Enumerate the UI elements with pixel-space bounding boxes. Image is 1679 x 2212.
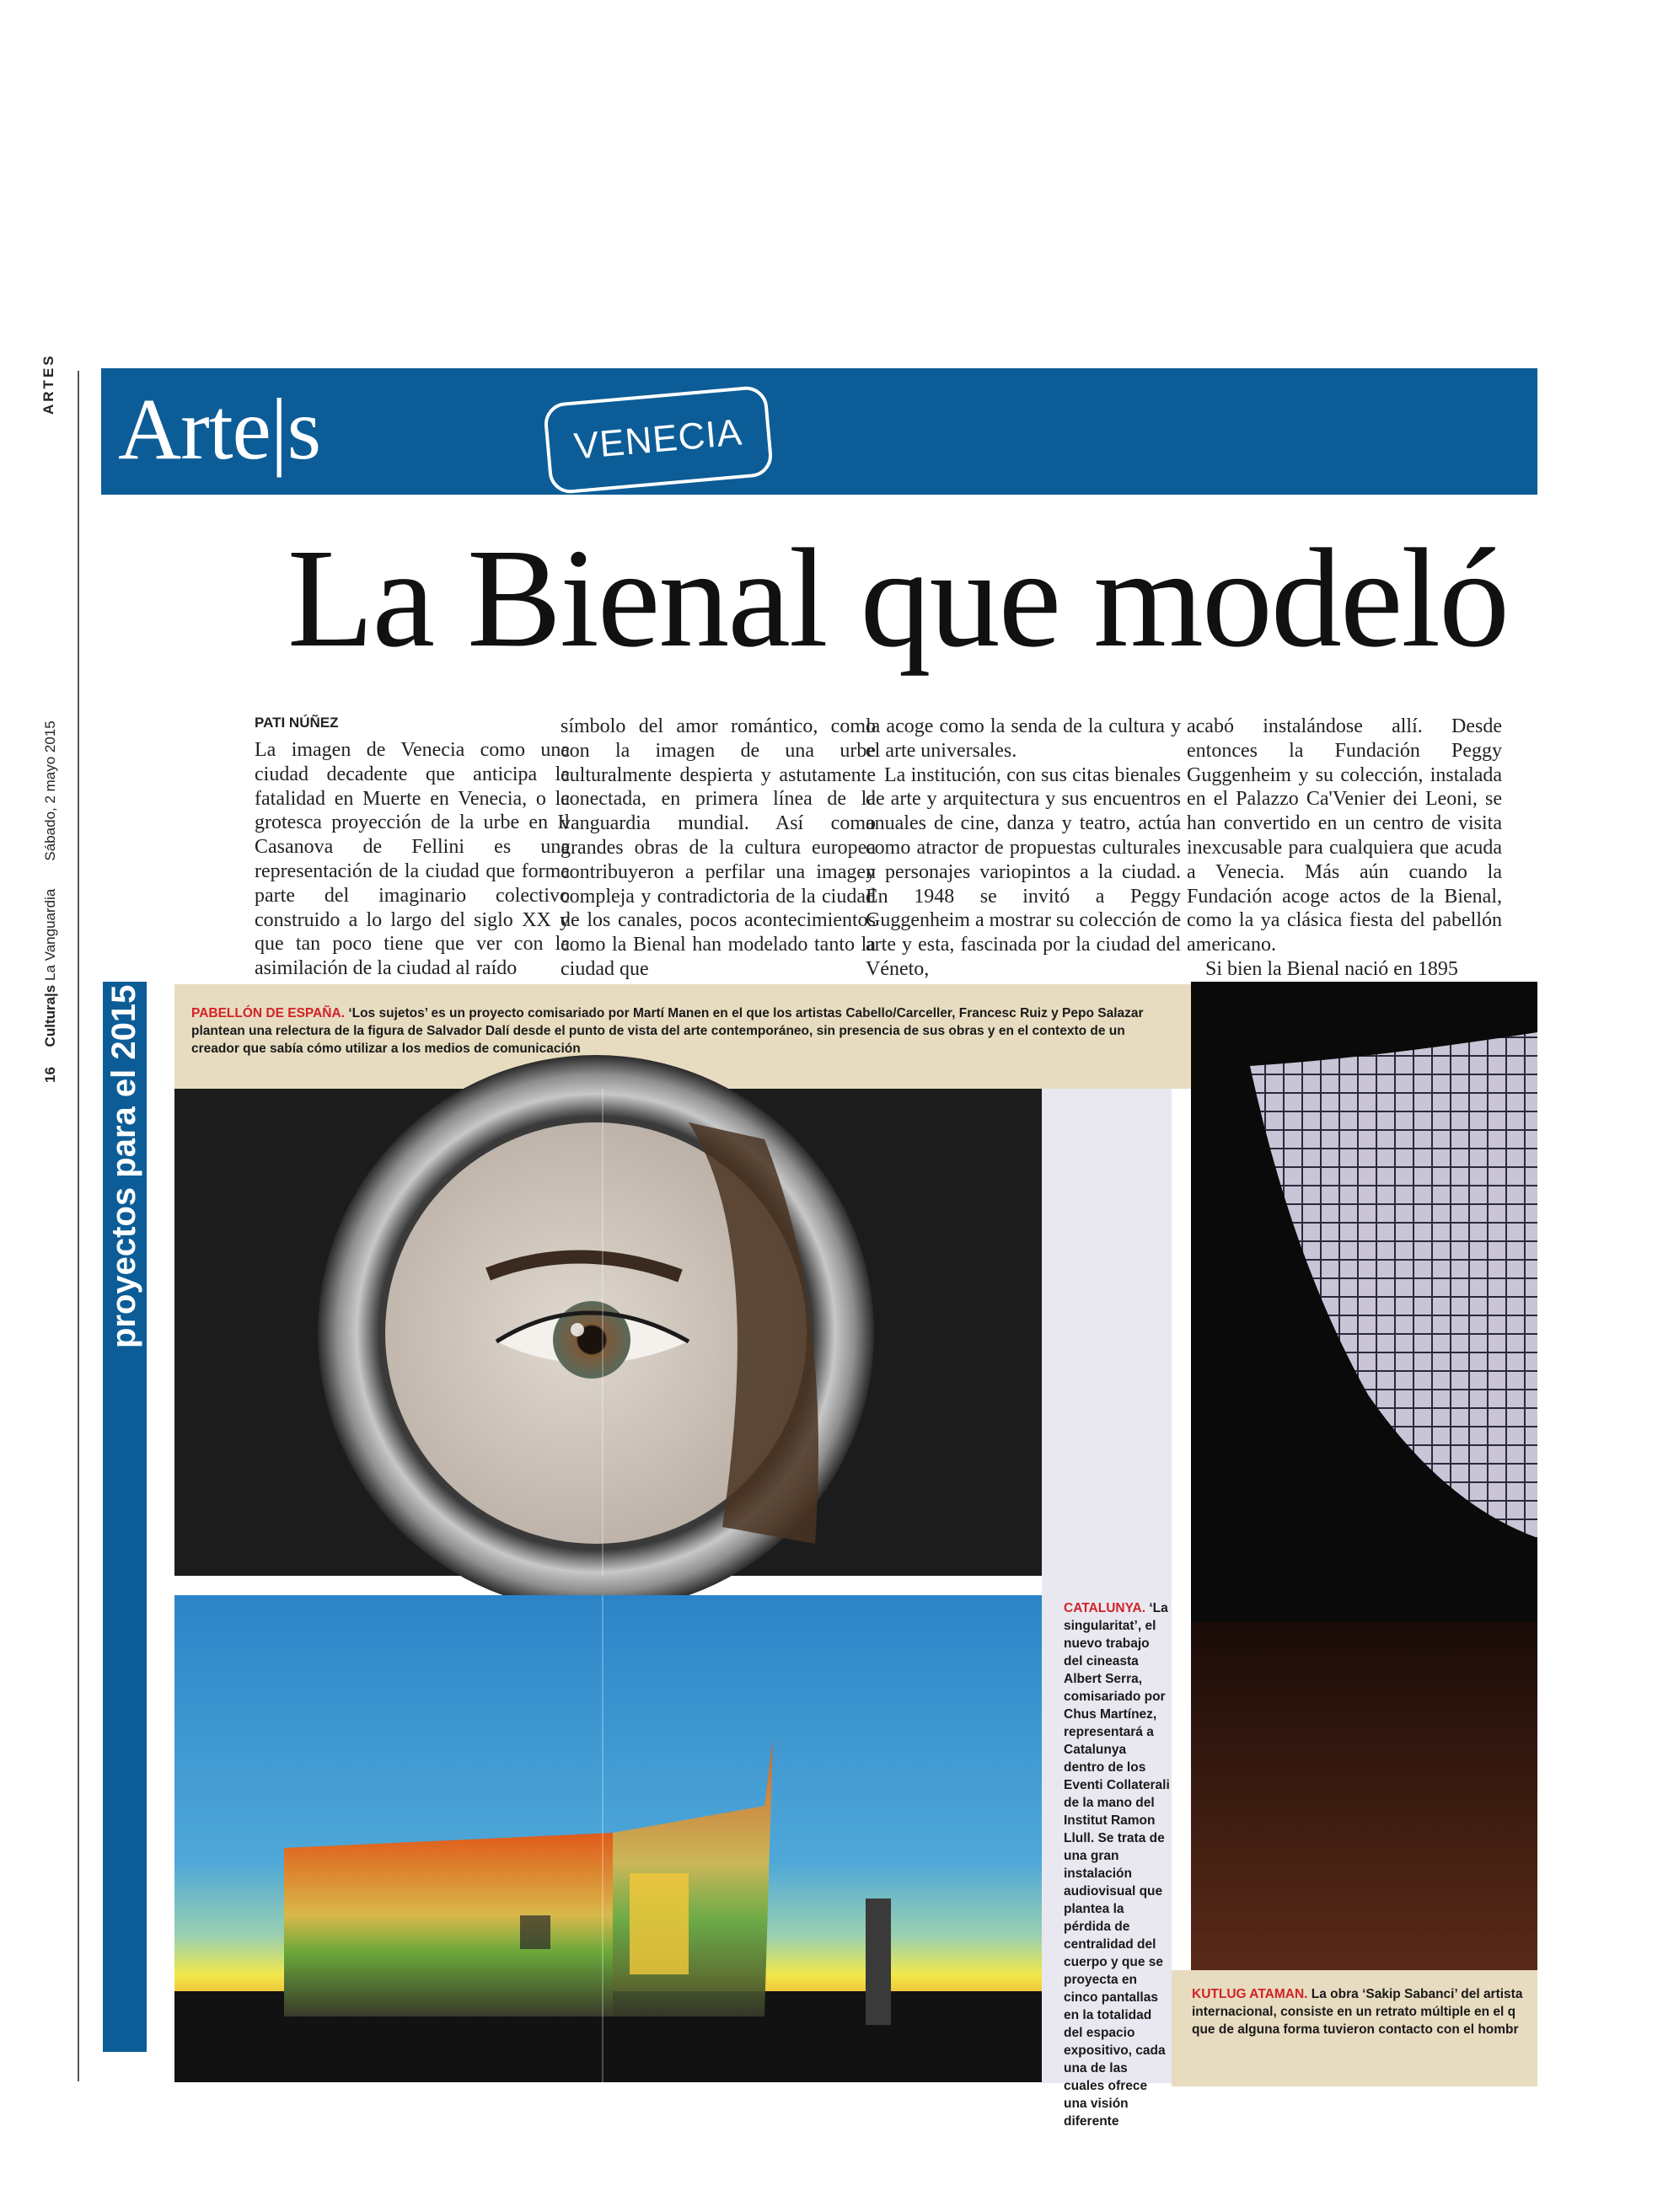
- caption-kutlug-line2: internacional, consiste en un retrato múltiple en el q: [1192, 2005, 1516, 2019]
- caption-spain-text: ‘Los sujetos’ es un proyecto comisariado por Martí Manen en el que los artistas Cabello/Carceller, Francesc Ruiz y Pepo Salazar plantean una relectura de la figura de Salvador Dalí desde el punto de vista del arte contemporáneo, sin presencia de sus obras y en el contexto de un creador que sabía cómo utilizar a los medios de comunicación: [191, 1006, 1144, 1056]
- page-number: 16: [42, 1067, 58, 1083]
- article-col4-text-a: acabó instalándose allí. Desde entonces la Fundación Peggy Guggenheim y su colección, instalada en el Palazzo Ca'Venier dei Leoni, se han convertido en un centro de visita inexcusable para cualquiera que acuda a Venecia. Más aún cuando la Fundación acoge actos de la Bienal, como la ya clásica fiesta del pabellón americano.: [1187, 715, 1502, 956]
- article-col3-text-b: La institución, con sus citas bienales de arte y arquitectura y sus encuentros anuales de cine, danza y teatro, actúa como atractor de propuestas culturales y personajes variopintos a la ciudad. En 1948 se invitó a Peggy Guggenheim a mostrar su colección de arte y esta, fascinada por la ciudad del Véneto,: [866, 763, 1181, 980]
- venecia-tag: VENECIA: [543, 385, 774, 495]
- caption-catalunya: [1064, 1599, 1170, 2130]
- article-column-4: [1187, 715, 1502, 980]
- caption-kutlug-label: KUTLUG ATAMAN.: [1192, 1987, 1308, 2001]
- article-col4-text-b: Si bien la Bienal nació en 1895: [1205, 957, 1458, 980]
- section-name: Arte|s: [118, 381, 321, 478]
- publication-name: Cultura|s: [42, 984, 58, 1047]
- newspaper-name: La Vanguardia: [42, 888, 58, 981]
- article-col3-text-a: la acoge como la senda de la cultura y el arte universales.: [866, 715, 1181, 762]
- photo-portrait-grid: [1191, 982, 1537, 1970]
- caption-catalunya-text: ‘La singularitat’, el nuevo trabajo del cineasta Albert Serra, comisariado por Chus Martínez, representará a Catalunya dentro de los Eventi Collaterali de la mano del Institut Ramon Llull. Se trata de una gran instalación audiovisual que plantea la pérdida de centralidad del cuerpo y que se proyecta en cinco pantallas en la totalidad del espacio expositivo, cada una de las cuales ofrece una visión diferente: [1064, 1601, 1170, 2129]
- caption-kutlug-line3: que de alguna forma tuvieron contacto con el hombr: [1192, 2022, 1519, 2037]
- margin-rule: [78, 371, 79, 2081]
- article-column-3: [866, 715, 1181, 980]
- byline: PATI NÚÑEZ: [255, 715, 339, 731]
- caption-spain-label: PABELLÓN DE ESPAÑA.: [191, 1006, 345, 1020]
- article-col2-text: símbolo del amor romántico, como con la imagen de una urbe culturalmente despierta y astutamente conectada, en primera línea de la vanguardia mundial. Así como grandes obras de la cultura europea contribuyeron a perfilar una imagen compleja y contradictoria de la ciudad de los canales, pocos acontecimientos como la Bienal han modelado tanto la ciudad que: [561, 715, 876, 980]
- headline: La Bienal que modeló: [287, 520, 1509, 677]
- issue-date: Sábado, 2 mayo 2015: [42, 720, 58, 861]
- margin-folio: [42, 720, 59, 1083]
- caption-kutlug: [1172, 1970, 1537, 2086]
- article-col1-text: La imagen de Venecia como una ciudad decadente que anticipa la fatalidad en Muerte en Venecia, o la grotesca proyección de la urbe en Il Casanova de Fellini es una representación de la ciudad que forma parte del imaginario colectivo construido a lo largo del siglo XX y que tan poco tiene que ver con la asimilación de la ciudad al raído: [255, 739, 570, 980]
- article-column-1: [255, 715, 570, 980]
- photo-eye-lens: [174, 1089, 1042, 1576]
- margin-section-label: ARTES: [40, 353, 56, 415]
- sidebar-title: proyectos para el 2015: [105, 984, 142, 1348]
- caption-catalunya-label: CATALUNYA.: [1064, 1601, 1146, 1615]
- article-column-2: [561, 715, 876, 980]
- caption-kutlug-line1: La obra ‘Sakip Sabanci’ del artista: [1311, 1987, 1523, 2001]
- photo-house-installation: [174, 1595, 1042, 2082]
